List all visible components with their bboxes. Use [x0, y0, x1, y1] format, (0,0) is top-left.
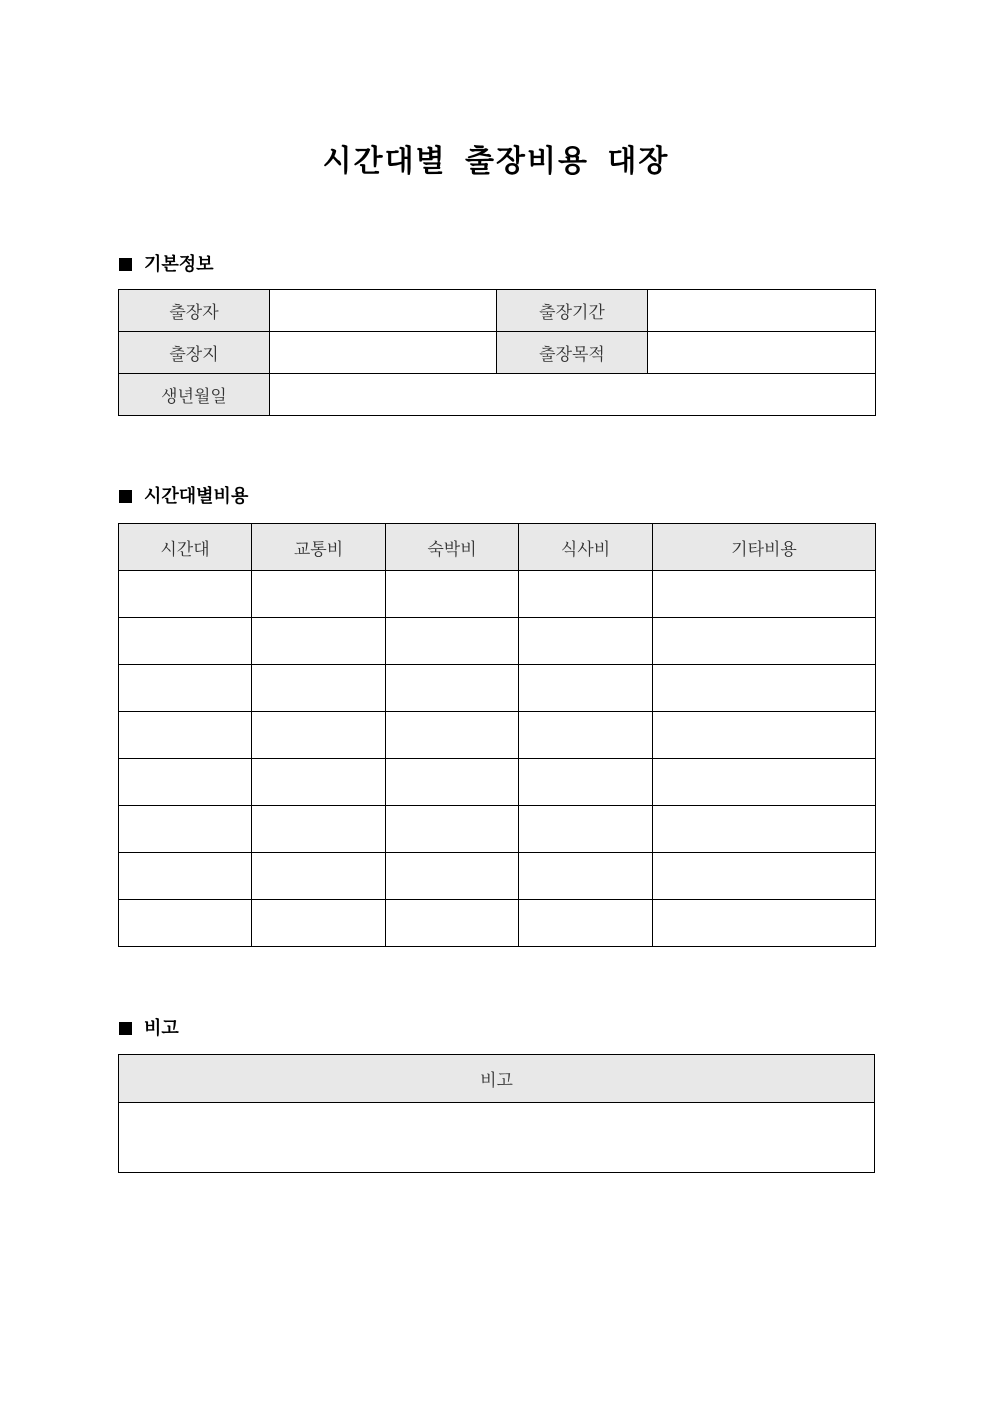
destination-field[interactable]: [270, 332, 497, 374]
other-cost-cell[interactable]: [653, 853, 876, 900]
table-row: [119, 618, 876, 665]
table-row: [119, 374, 876, 416]
square-bullet-icon: [119, 258, 132, 271]
time-slot-cell[interactable]: [119, 665, 252, 712]
meals-cell[interactable]: [519, 900, 653, 947]
square-bullet-icon: [119, 490, 132, 503]
time-slot-cell[interactable]: [119, 759, 252, 806]
section-heading-label: 시간대별비용: [144, 486, 249, 507]
meals-cell[interactable]: [519, 806, 653, 853]
transport-cell[interactable]: [252, 853, 386, 900]
transport-cell[interactable]: [252, 806, 386, 853]
birthdate-label: 생년월일: [119, 374, 270, 416]
other-cost-cell[interactable]: [653, 712, 876, 759]
lodging-cell[interactable]: [386, 618, 519, 665]
table-row: [119, 332, 876, 374]
transport-cell[interactable]: [252, 759, 386, 806]
section-heading-label: 비고: [144, 1018, 179, 1039]
table-header-row: [119, 1055, 875, 1103]
lodging-cell[interactable]: [386, 806, 519, 853]
other-cost-cell[interactable]: [653, 759, 876, 806]
column-header-lodging: 숙박비: [386, 524, 519, 571]
transport-cell[interactable]: [252, 618, 386, 665]
remarks-field[interactable]: [119, 1103, 875, 1173]
square-bullet-icon: [119, 1022, 132, 1035]
lodging-cell[interactable]: [386, 853, 519, 900]
time-slot-cell[interactable]: [119, 806, 252, 853]
section-heading-remarks: [119, 1017, 179, 1041]
lodging-cell[interactable]: [386, 759, 519, 806]
meals-cell[interactable]: [519, 759, 653, 806]
traveler-field[interactable]: [270, 290, 497, 332]
meals-cell[interactable]: [519, 618, 653, 665]
column-header-other: 기타비용: [653, 524, 876, 571]
table-row: [119, 571, 876, 618]
period-label: 출장기간: [497, 290, 648, 332]
lodging-cell[interactable]: [386, 900, 519, 947]
meals-cell[interactable]: [519, 853, 653, 900]
birthdate-field[interactable]: [270, 374, 876, 416]
table-row: [119, 290, 876, 332]
table-row: [119, 806, 876, 853]
lodging-cell[interactable]: [386, 665, 519, 712]
meals-cell[interactable]: [519, 712, 653, 759]
table-row: [119, 1103, 875, 1173]
purpose-field[interactable]: [648, 332, 876, 374]
meals-cell[interactable]: [519, 665, 653, 712]
lodging-cell[interactable]: [386, 712, 519, 759]
time-slot-cell[interactable]: [119, 712, 252, 759]
column-header-transport: 교통비: [252, 524, 386, 571]
meals-cell[interactable]: [519, 571, 653, 618]
table-header-row: [119, 524, 876, 571]
section-heading-label: 기본정보: [144, 254, 214, 275]
other-cost-cell[interactable]: [653, 806, 876, 853]
time-slot-cell[interactable]: [119, 853, 252, 900]
remarks-table: [118, 1054, 875, 1173]
transport-cell[interactable]: [252, 665, 386, 712]
transport-cell[interactable]: [252, 712, 386, 759]
basic-info-table: [118, 289, 876, 416]
table-row: [119, 853, 876, 900]
time-slot-cell[interactable]: [119, 571, 252, 618]
lodging-cell[interactable]: [386, 571, 519, 618]
transport-cell[interactable]: [252, 900, 386, 947]
other-cost-cell[interactable]: [653, 618, 876, 665]
column-header-meals: 식사비: [519, 524, 653, 571]
table-row: [119, 712, 876, 759]
cost-by-time-table: [118, 523, 876, 947]
other-cost-cell[interactable]: [653, 665, 876, 712]
column-header-remarks: 비고: [119, 1055, 875, 1103]
table-row: [119, 900, 876, 947]
transport-cell[interactable]: [252, 571, 386, 618]
column-header-time-slot: 시간대: [119, 524, 252, 571]
section-heading-basic-info: [119, 253, 214, 277]
other-cost-cell[interactable]: [653, 571, 876, 618]
time-slot-cell[interactable]: [119, 618, 252, 665]
destination-label: 출장지: [119, 332, 270, 374]
table-row: [119, 759, 876, 806]
purpose-label: 출장목적: [497, 332, 648, 374]
traveler-label: 출장자: [119, 290, 270, 332]
document-title: 시간대별 출장비용 대장: [322, 144, 670, 179]
period-field[interactable]: [648, 290, 876, 332]
other-cost-cell[interactable]: [653, 900, 876, 947]
table-row: [119, 665, 876, 712]
time-slot-cell[interactable]: [119, 900, 252, 947]
section-heading-cost-by-time: [119, 485, 248, 509]
